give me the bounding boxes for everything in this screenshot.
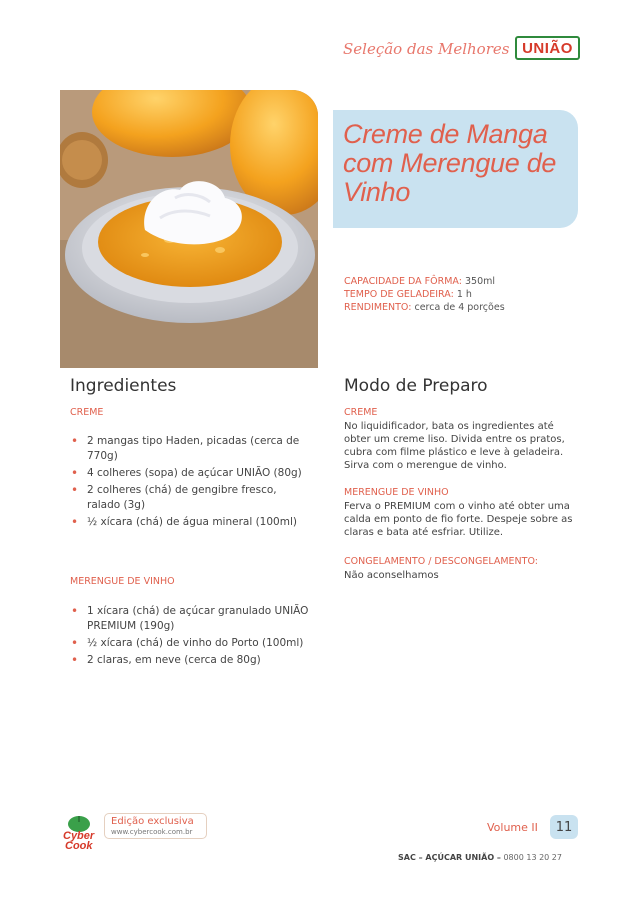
info-capacity: [344, 275, 505, 288]
list-item: • 1 xícara (chá) de açúcar granulado UNIÃO PREMIUM (190g): [70, 604, 310, 634]
mango-cream-illustration: [60, 90, 318, 368]
edition-label: Edição exclusiva: [111, 816, 194, 827]
info-fridge-time: [344, 288, 505, 301]
info-label: TEMPO DE GELADEIRA:: [344, 289, 454, 300]
list-item: • 2 colheres (chá) de gengibre fresco, ralado (3g): [70, 483, 310, 513]
uniao-logo: [515, 36, 580, 60]
method-freeze-text: Não aconselhamos: [344, 570, 439, 581]
logo-text-line2: Cook: [65, 840, 93, 850]
recipe-title: [343, 120, 575, 207]
method-heading: Modo de Preparo: [344, 376, 488, 396]
site-link[interactable]: www.cybercook.com.br: [111, 828, 193, 836]
title-line: Creme de Manga: [343, 119, 548, 149]
info-label: CAPACIDADE DA FÔRMA:: [344, 276, 462, 287]
sac-phone: 0800 13 20 27: [503, 853, 562, 862]
list-item: • ½ xícara (chá) de água mineral (100ml): [70, 515, 310, 530]
page-number: 11: [550, 815, 578, 839]
title-line: com Merengue de: [343, 148, 557, 178]
list-item: • 4 colheres (sopa) de açúcar UNIÃO (80g): [70, 466, 310, 481]
recipe-info: [344, 275, 505, 314]
info-value: 1 h: [456, 289, 472, 300]
list-item: • ½ xícara (chá) de vinho do Porto (100ml): [70, 636, 310, 651]
title-line: Vinho: [343, 177, 411, 207]
brand-name: UNIÃO: [522, 39, 573, 57]
list-item: • 2 claras, em neve (cerca de 80g): [70, 653, 310, 668]
info-value: cerca de 4 porções: [414, 302, 505, 313]
ingredients-creme-label: CREME: [70, 407, 104, 418]
method-merengue-text: Ferva o PREMIUM com o vinho até obter uma calda em ponto de fio forte. Despeje sobre as claras e bata até esfriar. Utilize.: [344, 501, 573, 538]
ingredients-heading: Ingredientes: [70, 376, 177, 396]
merengue-ingredients-list: [70, 604, 310, 670]
ingredients-merengue-label: MERENGUE DE VINHO: [70, 576, 175, 587]
method-creme-text: No liquidificador, bata os ingredientes até obter um creme liso. Divida entre os pratos, cubra com filme plástico e leve à geladeira. Sirva com o merengue de vinho.: [344, 421, 565, 471]
method-freeze-label: CONGELAMENTO / DESCONGELAMENTO:: [344, 556, 538, 567]
info-label: RENDIMENTO:: [344, 302, 412, 313]
creme-ingredients-list: [70, 434, 310, 532]
method-merengue-label: MERENGUE DE VINHO: [344, 487, 449, 498]
method-creme-label: CREME: [344, 407, 378, 418]
volume-label: Volume II: [487, 821, 538, 834]
cybercook-logo: [62, 812, 102, 854]
sac-label: SAC – AÇÚCAR UNIÃO –: [398, 853, 501, 862]
series-title: Seleção das Melhores: [343, 40, 510, 58]
recipe-photo: [60, 90, 318, 368]
logo-text-line1: Cyber: [63, 830, 95, 842]
list-item: • 2 mangas tipo Haden, picadas (cerca de 770g): [70, 434, 310, 464]
info-value: 350ml: [464, 276, 496, 287]
info-yield: [344, 301, 505, 314]
edition-badge: [104, 813, 207, 839]
sac-contact: [398, 853, 562, 862]
